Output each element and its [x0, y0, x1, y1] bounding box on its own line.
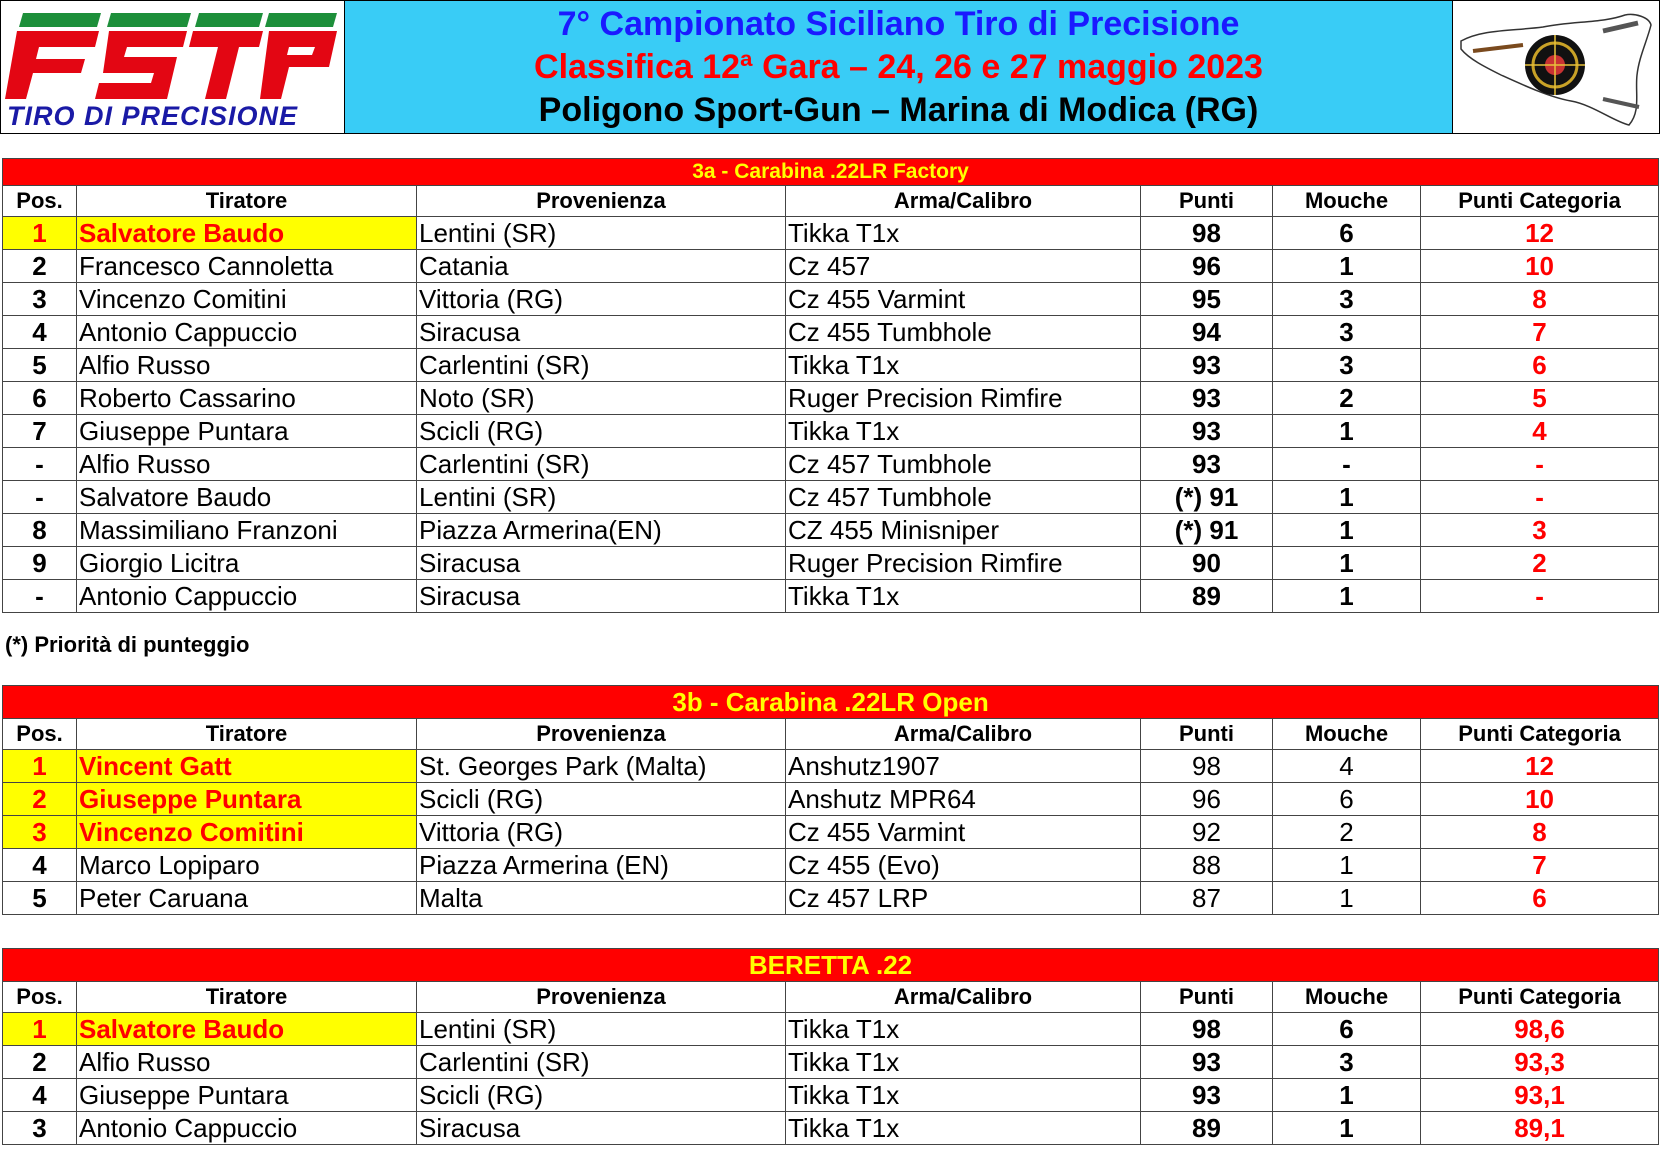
column-headers: [3, 186, 1659, 217]
cell-pos: 8: [3, 514, 77, 547]
cell-pos: 1: [3, 750, 77, 783]
cell-mouche: 4: [1273, 750, 1421, 783]
category-title: BERETTA .22: [3, 949, 1659, 982]
cell-arma: Tikka T1x: [786, 415, 1141, 448]
cell-punti: 89: [1141, 1112, 1273, 1145]
cell-tiratore: Vincenzo Comitini: [77, 283, 417, 316]
cell-punti-categoria: 12: [1421, 750, 1659, 783]
cell-pos: -: [3, 481, 77, 514]
results-table-3a: [2, 158, 1659, 613]
cell-arma: Cz 457 Tumbhole: [786, 448, 1141, 481]
col-punti-categoria: Punti Categoria: [1421, 719, 1659, 750]
cell-punti-categoria: -: [1421, 481, 1659, 514]
cell-tiratore: Giuseppe Puntara: [77, 1079, 417, 1112]
table-row: [3, 415, 1659, 448]
cell-punti-categoria: 10: [1421, 250, 1659, 283]
col-punti-categoria: Punti Categoria: [1421, 982, 1659, 1013]
cell-punti: 92: [1141, 816, 1273, 849]
cell-mouche: 3: [1273, 283, 1421, 316]
cell-tiratore: Salvatore Baudo: [77, 217, 417, 250]
col-mouche: Mouche: [1273, 186, 1421, 217]
col-provenienza: Provenienza: [417, 982, 786, 1013]
race-title: Classifica 12ª Gara – 24, 26 e 27 maggio 2023: [534, 47, 1263, 86]
column-headers: [3, 719, 1659, 750]
cell-arma: Tikka T1x: [786, 349, 1141, 382]
cell-punti-categoria: -: [1421, 580, 1659, 613]
cell-provenienza: Piazza Armerina (EN): [417, 849, 786, 882]
cell-mouche: 1: [1273, 1079, 1421, 1112]
col-punti: Punti: [1141, 719, 1273, 750]
col-arma: Arma/Calibro: [786, 719, 1141, 750]
cell-pos: 6: [3, 382, 77, 415]
table-row: [3, 514, 1659, 547]
cell-punti-categoria: 3: [1421, 514, 1659, 547]
cell-pos: 3: [3, 816, 77, 849]
table-row: [3, 816, 1659, 849]
results-table-beretta: [2, 948, 1659, 1145]
cell-mouche: 1: [1273, 1112, 1421, 1145]
cell-mouche: 2: [1273, 382, 1421, 415]
cell-punti-categoria: 6: [1421, 882, 1659, 915]
table-row: [3, 217, 1659, 250]
fstp-logo-graphic: [1, 1, 344, 133]
cell-punti: 93: [1141, 1046, 1273, 1079]
cell-mouche: 6: [1273, 1013, 1421, 1046]
page-header: [0, 0, 1660, 134]
cell-arma: Anshutz MPR64: [786, 783, 1141, 816]
col-mouche: Mouche: [1273, 719, 1421, 750]
cell-tiratore: Antonio Cappuccio: [77, 316, 417, 349]
cell-tiratore: Marco Lopiparo: [77, 849, 417, 882]
cell-arma: Tikka T1x: [786, 580, 1141, 613]
cell-mouche: 1: [1273, 849, 1421, 882]
cell-pos: 9: [3, 547, 77, 580]
cell-mouche: 1: [1273, 481, 1421, 514]
cell-pos: 3: [3, 1112, 77, 1145]
sicily-map-icon: [1453, 1, 1659, 133]
table-row: [3, 349, 1659, 382]
cell-pos: 4: [3, 316, 77, 349]
cell-punti: 96: [1141, 783, 1273, 816]
cell-pos: 1: [3, 1013, 77, 1046]
cell-arma: Cz 455 Tumbhole: [786, 316, 1141, 349]
section-3a: [2, 158, 1658, 657]
cell-punti: 98: [1141, 217, 1273, 250]
cell-arma: Cz 455 (Evo): [786, 849, 1141, 882]
cell-punti-categoria: 8: [1421, 283, 1659, 316]
cell-punti: 93: [1141, 415, 1273, 448]
table-body: [3, 217, 1659, 613]
table-row: [3, 481, 1659, 514]
table-row: [3, 250, 1659, 283]
cell-punti: 93: [1141, 382, 1273, 415]
cell-pos: 2: [3, 783, 77, 816]
cell-punti: 96: [1141, 250, 1273, 283]
venue-title: Poligono Sport-Gun – Marina di Modica (RG): [538, 90, 1259, 129]
cell-tiratore: Peter Caruana: [77, 882, 417, 915]
cell-arma: Anshutz1907: [786, 750, 1141, 783]
cell-punti: 95: [1141, 283, 1273, 316]
cell-arma: Cz 455 Varmint: [786, 283, 1141, 316]
cell-pos: 5: [3, 349, 77, 382]
logo-subtitle: TIRO DI PRECISIONE: [7, 101, 299, 131]
cell-mouche: 3: [1273, 316, 1421, 349]
table-row: [3, 316, 1659, 349]
cell-arma: Cz 457: [786, 250, 1141, 283]
table-body: [3, 1013, 1659, 1145]
cell-tiratore: Salvatore Baudo: [77, 1013, 417, 1046]
cell-mouche: 1: [1273, 415, 1421, 448]
cell-punti-categoria: 89,1: [1421, 1112, 1659, 1145]
cell-punti-categoria: 93,1: [1421, 1079, 1659, 1112]
cell-punti: 98: [1141, 1013, 1273, 1046]
results-table-3b: [2, 685, 1659, 915]
cell-provenienza: St. Georges Park (Malta): [417, 750, 786, 783]
cell-punti-categoria: 98,6: [1421, 1013, 1659, 1046]
cell-tiratore: Salvatore Baudo: [77, 481, 417, 514]
cell-mouche: 2: [1273, 816, 1421, 849]
cell-punti: (*) 91: [1141, 481, 1273, 514]
col-punti: Punti: [1141, 982, 1273, 1013]
cell-mouche: -: [1273, 448, 1421, 481]
col-provenienza: Provenienza: [417, 719, 786, 750]
cell-punti: 88: [1141, 849, 1273, 882]
cell-tiratore: Alfio Russo: [77, 448, 417, 481]
cell-punti-categoria: 6: [1421, 349, 1659, 382]
cell-arma: Tikka T1x: [786, 1046, 1141, 1079]
cell-punti-categoria: 4: [1421, 415, 1659, 448]
sicily-map-logo: [1453, 1, 1659, 133]
table-row: [3, 448, 1659, 481]
column-headers: [3, 982, 1659, 1013]
col-provenienza: Provenienza: [417, 186, 786, 217]
col-pos: Pos.: [3, 719, 77, 750]
col-tiratore: Tiratore: [77, 186, 417, 217]
cell-punti-categoria: 93,3: [1421, 1046, 1659, 1079]
cell-arma: Cz 457 LRP: [786, 882, 1141, 915]
cell-tiratore: Vincent Gatt: [77, 750, 417, 783]
cell-arma: Tikka T1x: [786, 1112, 1141, 1145]
cell-tiratore: Vincenzo Comitini: [77, 816, 417, 849]
col-tiratore: Tiratore: [77, 719, 417, 750]
category-header: [3, 159, 1659, 186]
cell-arma: Ruger Precision Rimfire: [786, 382, 1141, 415]
title-banner: [345, 1, 1453, 133]
cell-mouche: 1: [1273, 882, 1421, 915]
cell-provenienza: Carlentini (SR): [417, 448, 786, 481]
cell-tiratore: Giuseppe Puntara: [77, 415, 417, 448]
cell-tiratore: Giorgio Licitra: [77, 547, 417, 580]
col-tiratore: Tiratore: [77, 982, 417, 1013]
col-punti-categoria: Punti Categoria: [1421, 186, 1659, 217]
table-row: [3, 283, 1659, 316]
cell-mouche: 1: [1273, 514, 1421, 547]
cell-provenienza: Siracusa: [417, 580, 786, 613]
cell-provenienza: Vittoria (RG): [417, 283, 786, 316]
cell-provenienza: Carlentini (SR): [417, 349, 786, 382]
cell-mouche: 1: [1273, 547, 1421, 580]
cell-punti: 94: [1141, 316, 1273, 349]
cell-punti-categoria: 7: [1421, 849, 1659, 882]
cell-punti: 89: [1141, 580, 1273, 613]
cell-tiratore: Alfio Russo: [77, 1046, 417, 1079]
cell-provenienza: Siracusa: [417, 1112, 786, 1145]
table-row: [3, 1079, 1659, 1112]
cell-tiratore: Roberto Cassarino: [77, 382, 417, 415]
table-row: [3, 1013, 1659, 1046]
fstp-logo: [1, 1, 345, 133]
cell-punti: 93: [1141, 349, 1273, 382]
cell-punti-categoria: 7: [1421, 316, 1659, 349]
cell-tiratore: Antonio Cappuccio: [77, 1112, 417, 1145]
cell-arma: Cz 457 Tumbhole: [786, 481, 1141, 514]
cell-provenienza: Lentini (SR): [417, 217, 786, 250]
table-row: [3, 1046, 1659, 1079]
championship-title: 7° Campionato Siciliano Tiro di Precisione: [557, 4, 1240, 43]
cell-punti: 87: [1141, 882, 1273, 915]
cell-punti: 93: [1141, 1079, 1273, 1112]
cell-mouche: 6: [1273, 217, 1421, 250]
cell-pos: -: [3, 580, 77, 613]
cell-provenienza: Scicli (RG): [417, 1079, 786, 1112]
cell-pos: 2: [3, 1046, 77, 1079]
cell-mouche: 1: [1273, 250, 1421, 283]
cell-mouche: 3: [1273, 1046, 1421, 1079]
cell-provenienza: Vittoria (RG): [417, 816, 786, 849]
cell-pos: 1: [3, 217, 77, 250]
cell-pos: -: [3, 448, 77, 481]
cell-punti: 93: [1141, 448, 1273, 481]
cell-provenienza: Noto (SR): [417, 382, 786, 415]
cell-pos: 7: [3, 415, 77, 448]
cell-provenienza: Catania: [417, 250, 786, 283]
cell-pos: 5: [3, 882, 77, 915]
table-row: [3, 849, 1659, 882]
cell-provenienza: Scicli (RG): [417, 783, 786, 816]
cell-pos: 4: [3, 849, 77, 882]
cell-tiratore: Alfio Russo: [77, 349, 417, 382]
cell-mouche: 6: [1273, 783, 1421, 816]
cell-provenienza: Scicli (RG): [417, 415, 786, 448]
cell-mouche: 3: [1273, 349, 1421, 382]
category-title: 3a - Carabina .22LR Factory: [3, 159, 1659, 186]
table-row: [3, 547, 1659, 580]
col-pos: Pos.: [3, 982, 77, 1013]
cell-punti-categoria: 10: [1421, 783, 1659, 816]
cell-arma: Tikka T1x: [786, 1013, 1141, 1046]
cell-arma: CZ 455 Minisniper: [786, 514, 1141, 547]
table-row: [3, 783, 1659, 816]
col-punti: Punti: [1141, 186, 1273, 217]
cell-tiratore: Antonio Cappuccio: [77, 580, 417, 613]
cell-punti-categoria: 2: [1421, 547, 1659, 580]
col-pos: Pos.: [3, 186, 77, 217]
col-arma: Arma/Calibro: [786, 186, 1141, 217]
table-row: [3, 580, 1659, 613]
category-header: [3, 686, 1659, 719]
cell-arma: Ruger Precision Rimfire: [786, 547, 1141, 580]
cell-punti-categoria: 12: [1421, 217, 1659, 250]
cell-arma: Tikka T1x: [786, 1079, 1141, 1112]
cell-tiratore: Massimiliano Franzoni: [77, 514, 417, 547]
cell-pos: 4: [3, 1079, 77, 1112]
col-arma: Arma/Calibro: [786, 982, 1141, 1013]
table-row: [3, 882, 1659, 915]
category-title: 3b - Carabina .22LR Open: [3, 686, 1659, 719]
footnote: (*) Priorità di punteggio: [5, 632, 250, 657]
cell-provenienza: Carlentini (SR): [417, 1046, 786, 1079]
section-beretta: [2, 948, 1658, 1145]
cell-mouche: 1: [1273, 580, 1421, 613]
cell-tiratore: Francesco Cannoletta: [77, 250, 417, 283]
cell-punti-categoria: -: [1421, 448, 1659, 481]
table-row: [3, 382, 1659, 415]
category-header: [3, 949, 1659, 982]
cell-arma: Cz 455 Varmint: [786, 816, 1141, 849]
section-3b: [2, 685, 1658, 915]
cell-provenienza: Malta: [417, 882, 786, 915]
cell-provenienza: Siracusa: [417, 547, 786, 580]
table-body: [3, 750, 1659, 915]
cell-provenienza: Siracusa: [417, 316, 786, 349]
cell-provenienza: Lentini (SR): [417, 481, 786, 514]
cell-punti-categoria: 5: [1421, 382, 1659, 415]
cell-provenienza: Piazza Armerina(EN): [417, 514, 786, 547]
cell-arma: Tikka T1x: [786, 217, 1141, 250]
cell-punti: 98: [1141, 750, 1273, 783]
col-mouche: Mouche: [1273, 982, 1421, 1013]
table-row: [3, 750, 1659, 783]
table-row: [3, 1112, 1659, 1145]
cell-punti: 90: [1141, 547, 1273, 580]
cell-pos: 2: [3, 250, 77, 283]
cell-punti: (*) 91: [1141, 514, 1273, 547]
cell-punti-categoria: 8: [1421, 816, 1659, 849]
cell-provenienza: Lentini (SR): [417, 1013, 786, 1046]
cell-pos: 3: [3, 283, 77, 316]
cell-tiratore: Giuseppe Puntara: [77, 783, 417, 816]
